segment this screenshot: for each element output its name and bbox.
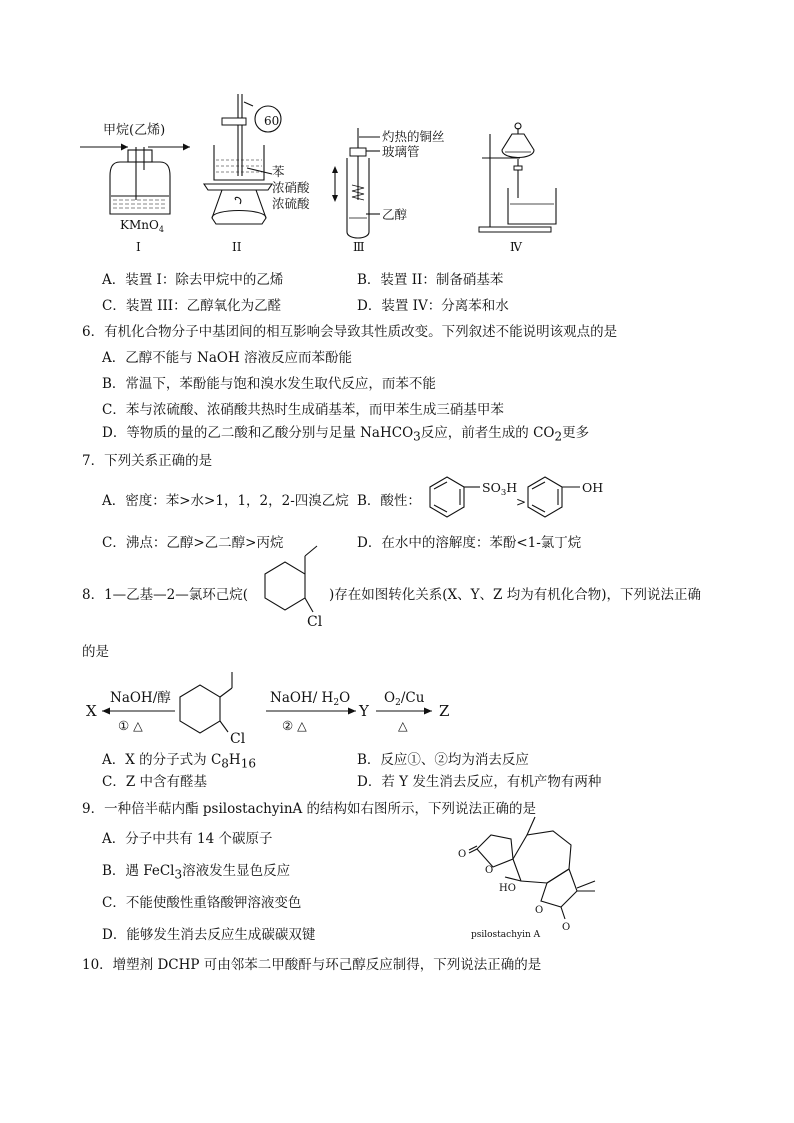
q7-option-c: C．沸点：乙醇>乙二醇>丙烷 [102,535,284,551]
q8-reaction-scheme [80,670,480,750]
q8-cl-label-2: Cl [230,731,246,747]
q10-stem: 10．增塑剂 DCHP 可由邻苯二甲酸酐与环己醇反应制得，下列说法正确的是 [82,957,542,973]
q8-cond1-top: NaOH/醇 [110,690,171,706]
q8-cl-label: Cl [307,614,323,630]
apparatus-ii-numeral: II [232,240,242,254]
apparatus-ii-label-2: 浓硝酸 [272,180,310,195]
q8-x: X [86,702,97,720]
apparatus-i [80,122,190,254]
q9-fig-caption: psilostachyin A [471,930,541,940]
apparatus-i-numeral: I [136,240,141,254]
q7-option-b: B．酸性： [357,493,421,509]
q8-stem-pre: 8．1—乙基—2—氯环己烷( [82,587,249,603]
q7-option-a: A．密度：苯>水>1，1，2，2-四溴乙烷 [102,493,349,509]
q5-option-d: D．装置 IV：分离苯和水 [357,298,509,314]
q8-z: Z [439,702,450,720]
q9-fig-o2: O [485,865,494,876]
q8-cond2-bottom: ② △ [282,718,307,733]
q7-greater-than: > [516,495,527,509]
apparatus-iii [332,128,445,254]
apparatus-iii-label-3: 乙醇 [382,207,408,222]
q8-cond3-bottom: △ [398,718,408,733]
q8-y: Y [359,702,369,720]
apparatus-ii-label-3: 浓硫酸 [272,196,310,211]
q7-option-d: D．在水中的溶解度：苯酚<1-氯丁烷 [357,535,582,551]
q8-reactant-structure [245,552,335,632]
q7-group-so3h: $SO_3H$ [482,480,518,498]
q6-stem: 6．有机化合物分子中基团间的相互影响会导致其性质改变。下列叙述不能说明该观点的是 [82,324,618,340]
q6-option-b: B．常温下，苯酚能与饱和溴水发生取代反应，而苯不能 [102,376,436,392]
apparatus-iii-label-2: 玻璃管 [382,144,420,159]
apparatus-iii-numeral: Ⅲ [353,240,365,254]
apparatus-ii-label-1: 苯 [272,164,285,179]
q9-fig-ho: HO [499,883,516,894]
q9-fig-o3: O [535,905,544,916]
q8-cond1-bottom: ① △ [118,718,143,733]
q6-option-a: A．乙醇不能与 NaOH 溶液反应而苯酚能 [102,350,353,366]
q9-option-c: C．不能使酸性重铬酸钾溶液变色 [102,895,302,911]
q9-option-a: A．分子中共有 14 个碳原子 [102,831,273,847]
apparatus-ii [204,94,310,254]
q9-fig-o4: O [562,922,571,933]
q8-option-a: A．X 的分子式为 $C_8H_{16}$ [102,752,256,771]
q7-group-oh: OH [582,480,604,495]
q8-stem-cont: 的是 [82,644,109,660]
q9-stem: 9．一种倍半萜内酯 psilostachyinA 的结构如右图所示，下列说法正确的是 [82,801,537,817]
q9-fig-o1: O [458,849,467,860]
q6-option-c: C．苯与浓硫酸、浓硝酸共热时生成硝基苯，而甲苯生成三硝基甲苯 [102,402,504,418]
q8-option-d: D．若 Y 发生消去反应，有机产物有两种 [357,774,602,790]
q7-stem: 7．下列关系正确的是 [82,453,213,469]
q8-cond2-top: NaOH/ $H_2O$ [270,690,351,708]
q7-acidity-structures [420,474,620,524]
q9-psilostachyin-structure [455,815,605,940]
apparatus-i-gas-label: 甲烷(乙烯) [103,123,166,138]
q9-option-b: B．遇 FeCl$_3$溶液发生显色反应 [102,863,291,882]
q8-option-b: B．反应①、②均为消去反应 [357,752,529,768]
q8-cond3-top: $O_2/Cu$ [384,690,425,708]
q6-option-d: D．等物质的量的乙二酸和乙酸分别与足量 NaHCO$_3$反应，前者生成的 $CO_2$更多 [102,425,590,444]
q9-option-d: D．能够发生消去反应生成碳碳双键 [102,927,316,943]
apparatus-i-reagent: KMnO$_4$ [120,218,164,234]
apparatus-figure [0,0,794,265]
q5-option-b: B．装置 II：制备硝基苯 [357,272,504,288]
apparatus-ii-thermo: 60 [264,114,280,128]
apparatus-iii-label-1: 灼热的铜丝 [382,129,445,144]
q5-option-c: C．装置 III：乙醇氧化为乙醛 [102,298,282,314]
apparatus-iv-numeral: Ⅳ [510,240,522,254]
q8-option-c: C．Z 中含有醛基 [102,774,208,790]
apparatus-iv [479,123,556,254]
q8-stem-post: )存在如图转化关系(X、Y、Z 均为有机化合物)，下列说法正确 [329,587,701,603]
q5-option-a: A．装置 I：除去甲烷中的乙烯 [102,272,284,288]
